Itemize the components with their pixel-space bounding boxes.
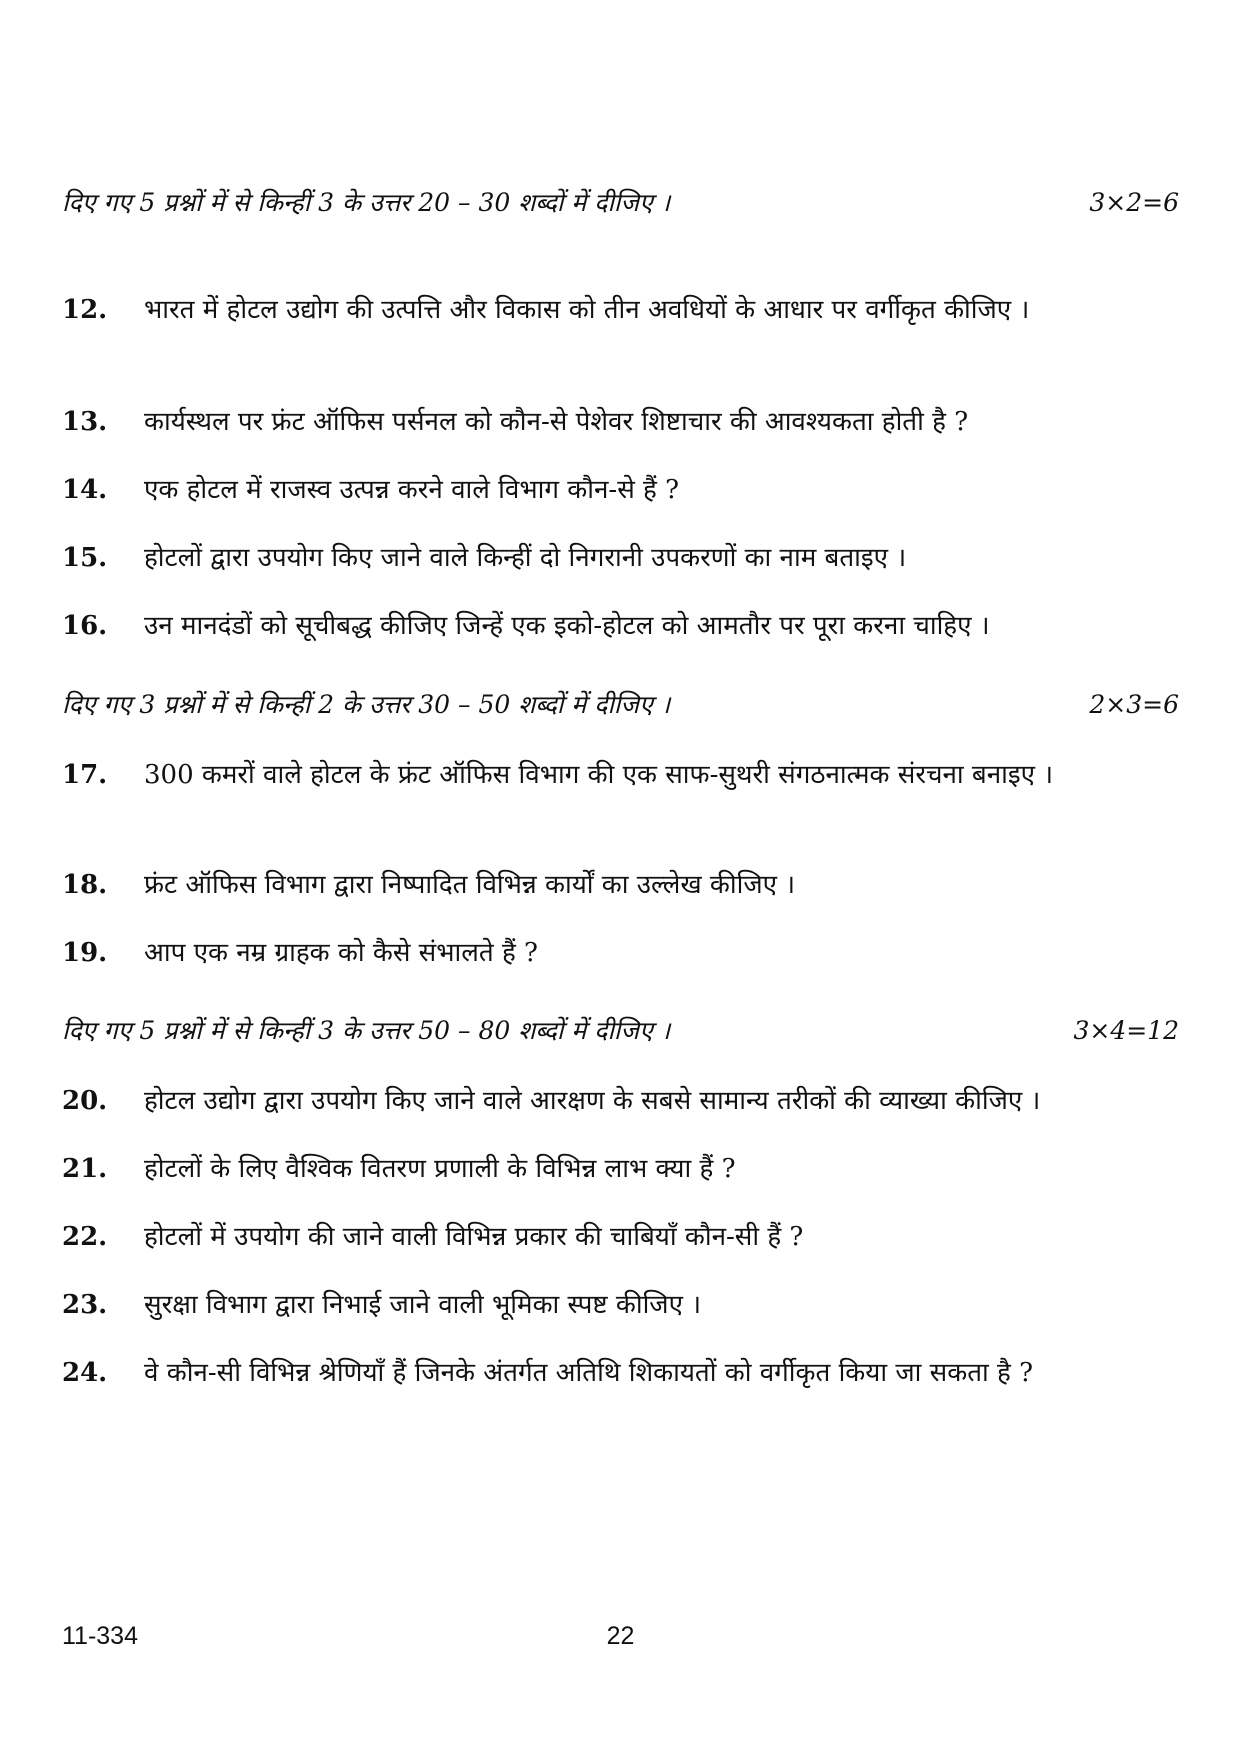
question-number: 12. bbox=[62, 295, 108, 325]
question-number: 19. bbox=[62, 938, 108, 968]
question-item bbox=[62, 750, 1179, 800]
question-number: 21. bbox=[62, 1154, 108, 1184]
question-item bbox=[62, 465, 1179, 515]
question-item bbox=[62, 1348, 1179, 1398]
question-text: कार्यस्थल पर फ्रंट ऑफिस पर्सनल को कौन-से पेशेवर शिष्टाचार की आवश्यकता होती है ? bbox=[144, 407, 969, 437]
question-text: आप एक नम्र ग्राहक को कैसे संभालते हैं ? bbox=[144, 938, 538, 968]
question-number: 14. bbox=[62, 475, 108, 505]
section-instruction bbox=[62, 178, 1179, 228]
question-text: एक होटल में राजस्व उत्पन्न करने वाले विभाग कौन-से हैं ? bbox=[144, 475, 680, 505]
question-text: होटल उद्योग द्वारा उपयोग किए जाने वाले आरक्षण के सबसे सामान्य तरीकों की व्याख्या कीजिए । bbox=[144, 1086, 1041, 1116]
section-instruction bbox=[62, 680, 1179, 730]
question-number: 13. bbox=[62, 407, 108, 437]
question-item bbox=[62, 1144, 1179, 1194]
question-text: वे कौन-सी विभिन्न श्रेणियाँ हैं जिनके अंतर्गत अतिथि शिकायतों को वर्गीकृत किया जा सकता है ? bbox=[144, 1358, 1034, 1388]
marks-scheme: 2×3=6 bbox=[1089, 690, 1179, 719]
question-item bbox=[62, 285, 1179, 335]
question-number: 23. bbox=[62, 1290, 108, 1320]
question-number: 15. bbox=[62, 543, 108, 573]
question-text: उन मानदंडों को सूचीबद्ध कीजिए जिन्हें एक इको-होटल को आमतौर पर पूरा करना चाहिए । bbox=[144, 611, 990, 641]
question-item bbox=[62, 860, 1179, 910]
marks-scheme: 3×2=6 bbox=[1089, 188, 1179, 217]
question-text: होटलों द्वारा उपयोग किए जाने वाले किन्हीं दो निगरानी उपकरणों का नाम बताइए । bbox=[144, 543, 907, 573]
question-item bbox=[62, 928, 1179, 978]
question-number: 22. bbox=[62, 1222, 108, 1252]
question-item bbox=[62, 397, 1179, 447]
question-item bbox=[62, 1280, 1179, 1330]
instruction-text: दिए गए 5 प्रश्नों में से किन्हीं 3 के उत्तर 20 – 30 शब्दों में दीजिए । bbox=[62, 188, 671, 217]
question-number: 18. bbox=[62, 870, 108, 900]
question-text: भारत में होटल उद्योग की उत्पत्ति और विकास को तीन अवधियों के आधार पर वर्गीकृत कीजिए । bbox=[144, 295, 1030, 325]
question-text: सुरक्षा विभाग द्वारा निभाई जाने वाली भूमिका स्पष्ट कीजिए । bbox=[144, 1290, 702, 1320]
question-item bbox=[62, 601, 1179, 651]
question-text: 300 कमरों वाले होटल के फ्रंट ऑफिस विभाग की एक साफ-सुथरी संगठनात्मक संरचना बनाइए । bbox=[144, 760, 1054, 790]
question-number: 24. bbox=[62, 1358, 108, 1388]
question-text: होटलों में उपयोग की जाने वाली विभिन्न प्रकार की चाबियाँ कौन-सी हैं ? bbox=[144, 1222, 804, 1252]
instruction-text: दिए गए 3 प्रश्नों में से किन्हीं 2 के उत्तर 30 – 50 शब्दों में दीजिए । bbox=[62, 690, 671, 719]
question-number: 16. bbox=[62, 611, 108, 641]
instruction-text: दिए गए 5 प्रश्नों में से किन्हीं 3 के उत्तर 50 – 80 शब्दों में दीजिए । bbox=[62, 1016, 671, 1045]
question-item bbox=[62, 1076, 1179, 1126]
question-item bbox=[62, 1212, 1179, 1262]
question-text: फ्रंट ऑफिस विभाग द्वारा निष्पादित विभिन्न कार्यों का उल्लेख कीजिए । bbox=[144, 870, 796, 900]
question-item bbox=[62, 533, 1179, 583]
question-number: 17. bbox=[62, 760, 108, 790]
question-number: 20. bbox=[62, 1086, 108, 1116]
page-number: 22 bbox=[606, 1622, 635, 1650]
question-text: होटलों के लिए वैश्विक वितरण प्रणाली के विभिन्न लाभ क्या हैं ? bbox=[144, 1154, 736, 1184]
paper-code: 11-334 bbox=[62, 1622, 138, 1650]
marks-scheme: 3×4=12 bbox=[1073, 1016, 1179, 1045]
section-instruction bbox=[62, 1006, 1179, 1056]
